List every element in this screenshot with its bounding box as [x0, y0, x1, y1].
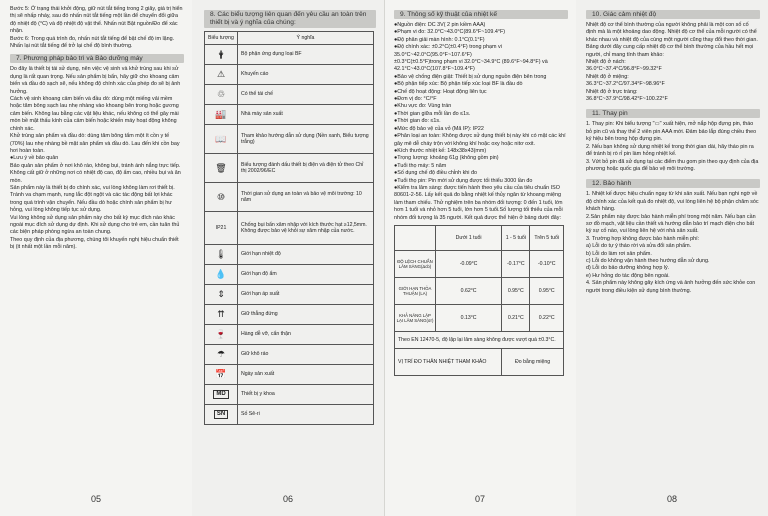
- fragile-icon: 🍷: [215, 329, 227, 340]
- page-number: 05: [90, 494, 101, 504]
- paragraph: 36.0°C~37.4°C/96.8°F~99.32°F: [586, 66, 662, 73]
- table-row: [205, 183, 374, 212]
- table-row: [205, 85, 374, 105]
- symbol-meaning: Biểu tượng đánh dấu thiết bị điện và điện tử theo Chỉ thị 2002/96/EC: [238, 154, 374, 183]
- table-cell: -0.09°C: [436, 250, 502, 277]
- warranty-text: [586, 191, 760, 295]
- symbol-meaning: Bộ phận ứng dụng loại BF: [238, 45, 374, 65]
- spec-item: ●Độ phân giải màn hình: 0.1°C(0.1°F): [394, 36, 485, 43]
- spec-item: ●Mức độ bảo vệ của vỏ (Mã IP): IP22: [394, 125, 484, 132]
- spec-item: ●Số dụng chế độ điều chỉnh khi đo: [394, 170, 477, 177]
- symbol-meaning: Giới hạn áp suất: [238, 285, 374, 305]
- weee-bin-icon: 🗑: [215, 162, 227, 173]
- symbol-meaning: Giới hạn độ ẩm: [238, 265, 374, 285]
- paragraph: 3. Vứt bỏ pin đã sử dụng tại các điểm thu gom pin theo quy định của địa phương hoặc quốc gia để bảo vệ môi trường.: [586, 158, 759, 172]
- ip21-icon: IP21: [215, 224, 227, 231]
- table-row: [205, 212, 374, 245]
- symbol-meaning: Chống bụi bẩn xâm nhập với kích thước hạt ≥12,5mm. Không được bảo vệ khỏi sự xâm nhập của nước.: [238, 212, 374, 245]
- table-row: [205, 125, 374, 154]
- paragraph: Bảo quản sản phẩm ở nơi khô ráo, không bụi, tránh ánh nắng trực tiếp. Không cất giữ ở những nơi có nhiệt độ cao, độ ẩm cao, nhiều bụi và ăn mòn.: [10, 162, 181, 184]
- section-heading: 10. Giác cảm nhiệt độ: [586, 10, 760, 19]
- spec-item: ●Tuổi thọ máy: 5 năm: [394, 162, 447, 169]
- clinical-table: [394, 225, 564, 376]
- spec-item: ●Thời gian giữa mỗi lần đo ≤1s.: [394, 110, 471, 117]
- intro-paragraph: Bước 6: Trong quá trình đo, nhấn nút tắt tiếng để bật chế độ im lặng. Nhấn lại nút tắt tiếng để trở lại chế độ bình thường.: [10, 35, 175, 50]
- symbol-meaning: Giữ thẳng đứng: [238, 305, 374, 325]
- symbol-meaning: Khuyến cáo: [238, 65, 374, 85]
- temperature-limit-icon: 🌡: [215, 249, 227, 260]
- reference-value: Đo bằng miệng: [502, 348, 564, 375]
- paragraph: Do đây là thiết bị tái sử dụng, nên việc vệ sinh và khử trùng sau khi sử dụng là rất quan trọng. Nếu sản phẩm bị bẩn, hãy giữ cho khoang cảm biến và đầu dò sạch sẽ, nếu không độ chính xác của phép đo sẽ bị ảnh hưởng.: [10, 66, 181, 95]
- table-row: [205, 154, 374, 183]
- battery-text: [586, 121, 760, 173]
- paragraph: Sản phẩm này là thiết bị đo chính xác, vui lòng không làm rơi thiết bị. Tránh va chạm mạnh, rung lắc đột ngột và các tác động bất lợi khác trong quá trình vận chuyển. Nếu đầu dò hoặc chính sản phẩm bị hư hỏng, vui lòng không tiếp tục sử dụng.: [10, 184, 175, 214]
- table-header: Biểu tượng: [205, 32, 238, 45]
- table-cell: 0.21°C: [502, 304, 530, 331]
- spec-item: ●Trọng lượng: khoảng 61g (không gồm pin): [394, 155, 499, 162]
- paragraph: Nhiệt độ ở miệng:: [586, 73, 629, 80]
- table-cell: -0.17°C: [502, 250, 530, 277]
- paragraph: c) Lỗi do không vận hành theo hướng dẫn sử dụng.: [586, 257, 710, 264]
- page-07: [384, 0, 576, 516]
- page-number: 07: [474, 494, 485, 504]
- bf-type-icon: 🛉: [218, 49, 224, 60]
- spec-list: [394, 22, 568, 222]
- page-06: [192, 0, 384, 516]
- section-heading: 8. Các biểu tượng liên quan đến yêu cầu an toàn trên thiết bị và ý nghĩa của chúng:: [204, 10, 376, 28]
- paragraph: Nhiệt độ ở nách:: [586, 59, 626, 66]
- table-cell: 0.22°C: [530, 304, 564, 331]
- symbol-meaning: Số Sê-ri: [238, 405, 374, 425]
- page-08: [576, 0, 768, 516]
- spec-item: ●Kích thước nhiệt kế: 148x38x43(mm): [394, 147, 487, 154]
- table-row: [205, 305, 374, 325]
- paragraph: 4. Sản phẩm này không gây kích ứng và ảnh hưởng đến sức khỏe con người trong điều kiện sử dụng bình thường.: [586, 280, 756, 294]
- paragraph: Vui lòng không sử dụng sản phẩm này cho bất kỳ mục đích nào khác ngoài mục đích sử dụng dự định. Khi sử dụng cho trẻ em, cần tuân thủ các biện pháp phòng ngừa an toàn chung.: [10, 214, 180, 236]
- paragraph: 1. Thay pin: Khi biểu tượng "▭" xuất hiện, mở nắp hộp đựng pin, tháo bỏ pin cũ và thay thế 2 viên pin AAA mới. Đảm bảo lắp đúng chiều theo ký hiệu bên trong hộp đựng pin.: [586, 121, 757, 143]
- table-header: Dưới 1 tuổi: [436, 225, 502, 250]
- paragraph: Nhiệt độ cơ thể bình thường của người không phải là một con số cố định mà là một khoảng dao động. Nhiệt độ cơ thể của mỗi người có thể khác nhau và nhiệt độ của cùng một người cũng thay đổi theo thời gian. Bảng dưới đây cung cấp nhiệt độ cơ thể bình thường của hầu hết mọi người, chỉ mang tính tham khảo:: [586, 22, 758, 58]
- section-heading: 9. Thông số kỹ thuật của nhiệt kế: [394, 10, 568, 19]
- paragraph: 2.Sản phẩm này được bảo hành miễn phí trong một năm. Nếu bạn cần sơ đồ mạch, vật liệu cần thiết và hướng dẫn bảo trì mạch điện cho bất kỳ sự cố nào, vui lòng liên hệ với nhà sản xuất.: [586, 213, 756, 235]
- warning-icon: ⚠: [216, 69, 226, 80]
- symbol-meaning: Giới hạn nhiệt độ: [238, 245, 374, 265]
- spec-item: ●Đơn vị đo: °C/°F: [394, 96, 437, 103]
- table-row: [205, 405, 374, 425]
- humidity-limit-icon: 💧: [215, 269, 227, 280]
- eco-10-icon: ⑩: [216, 191, 226, 202]
- table-row: [205, 45, 374, 65]
- paragraph: Theo quy định của địa phương, chúng tôi khuyến nghị hiệu chuẩn thiết bị (it nhất một lần mỗi năm).: [10, 236, 179, 251]
- table-row: [205, 365, 374, 385]
- symbol-meaning: Thiết bị y khoa: [238, 385, 374, 405]
- paragraph: ●Lưu ý về bảo quản: [10, 155, 59, 162]
- table-header: Trên 5 tuổi: [530, 225, 564, 250]
- table-row: [205, 105, 374, 125]
- spec-item: ●Tuổi thọ pin: Pin mới sử dụng được tối thiểu 3000 lần đo: [394, 177, 533, 184]
- table-row: [205, 265, 374, 285]
- symbol-meaning: Có thể tái chế: [238, 85, 374, 105]
- paragraph: b) Lỗi do làm rơi sản phẩm.: [586, 250, 652, 257]
- maintenance-text: [10, 66, 184, 251]
- spec-item: ●Phạm vi đo: 32.0°C~43.0°C(89.6°F~109.4°F): [394, 29, 506, 36]
- keep-dry-icon: ☂: [216, 349, 226, 360]
- body-temperature-text: [586, 22, 760, 103]
- spec-item: ●Nguồn điện: DC 3V( 2 pin kiềm AAA): [394, 22, 486, 28]
- upright-icon: ⇈: [217, 309, 225, 320]
- table-row: [205, 345, 374, 365]
- manufacture-date-icon: 📅: [215, 369, 227, 380]
- paragraph: 1. Nhiệt kế được hiệu chuẩn ngay từ khi sản xuất. Nếu bạn nghi ngờ về độ chính xác của kết quả đo nhiệt độ, vui lòng liên hệ bộ phận chăm sóc khách hàng.: [586, 191, 759, 213]
- table-row: [205, 385, 374, 405]
- table-header: 1 - 5 tuổi: [502, 225, 530, 250]
- md-icon: MD: [213, 390, 228, 399]
- spec-item: ●Phân loại an toàn: Không được sử dụng thiết bị này khi có mặt các khí gây mê dễ cháy trộn với không khí hoặc oxy hoặc nitơ oxit.: [394, 133, 566, 147]
- spec-item: ●Bảo vệ chống điện giật: Thiết bị sử dụng nguồn điện bên trong: [394, 73, 547, 80]
- spec-item: ●Kiểm tra lâm sàng: được tiến hành theo yêu cầu của tiêu chuẩn ISO 80601-2-56. Lấy kết quả đo bằng nhiệt kế thủy ngân từ khoang miệng làm tham chiếu. Thử nghiệm trên ba nhóm đối tượng: 0 đến 1 tuổi, lớn hơn 1 tuổi và nhỏ hơn 5 tuổi, lớn hơn 5 tuổi.Số lượng tối thiểu của mỗi nhóm đối tượng là 35 người. Kết quả được thể hiện ở bảng dưới đây:: [394, 184, 563, 221]
- paragraph: 36.8°C~37.9°C/98.42°F~100.22°F: [586, 96, 668, 103]
- table-note: Theo EN 12470-5, độ lặp lại lâm sàng không được vượt quá ±0.3°C.: [395, 331, 564, 348]
- spec-item: ●Khu vực đo: Vùng trán: [394, 103, 452, 110]
- spec-item: ●Chế độ hoạt động: Hoạt động liên tục: [394, 88, 487, 95]
- spec-item: ●Thời gian đo: ≤1s.: [394, 118, 441, 125]
- section-heading: 11. Thay pin: [586, 109, 760, 118]
- table-row: [205, 325, 374, 345]
- paragraph: Khử trùng sản phẩm và đầu dò: dùng tăm bông tẩm một ít cồn y tế (70%) lau nhẹ nhàng bề mặt sản phẩm và đầu dò. Lau đến khi cồn bay hơi hoàn toàn.: [10, 133, 180, 154]
- table-row: [205, 245, 374, 265]
- paragraph: a) Lỗi do tự ý tháo rời và sửa đổi sản phẩm.: [586, 243, 692, 250]
- sn-icon: SN: [214, 410, 228, 419]
- row-label: GIỚI HẠN THỎA THUẬN (LA): [395, 277, 436, 304]
- symbol-meaning: Giữ khô ráo: [238, 345, 374, 365]
- manual-icon: 📖: [215, 133, 227, 144]
- reference-label: VỊ TRÍ ĐO THÂN NHIỆT THAM KHẢO: [395, 348, 502, 375]
- spec-item: ±0.3°C(±0.5°F)trong phạm vi 32.0°C~34.9°C (89.6°F~94.8°F) và 42.1°C~43.0°C(107.8°F~109.4°F): [394, 59, 548, 73]
- paragraph: e) Hư hỏng do tác động bên ngoài.: [586, 272, 670, 279]
- table-cell: 0.95°C: [502, 277, 530, 304]
- page-05: [0, 0, 192, 516]
- spec-item: ●Bộ phận tiếp xúc: Bộ phận tiếp xúc loại BF là đầu dò: [394, 81, 523, 88]
- row-label: ĐỘ LỆCH CHUẨN LÂM SÀNG(Δcb): [395, 250, 436, 277]
- spec-item: ●Độ chính xác: ±0.2°C(±0.4°F) trong phạm vi 35.0°C~42.0°C(95.0°F~107.6°F): [394, 44, 502, 58]
- row-label: KHẢ NĂNG LẶP LẠI LÂM SÀNG(σr): [395, 304, 436, 331]
- manufacturer-icon: 🏭: [215, 109, 227, 120]
- page-number: 08: [666, 494, 677, 504]
- paragraph: Nhiệt độ ở trực tràng:: [586, 88, 638, 95]
- table-corner: [395, 225, 436, 250]
- table-row: [205, 285, 374, 305]
- table-cell: 0.13°C: [436, 304, 502, 331]
- recycle-icon: ♲: [216, 89, 226, 100]
- table-cell: 0.62°C: [436, 277, 502, 304]
- symbol-meaning: Tham khảo hướng dẫn sử dụng (Nền xanh, Biểu tượng trắng): [238, 125, 374, 154]
- table-cell: -0.10°C: [530, 250, 564, 277]
- symbol-meaning: Hàng dễ vỡ, cẩn thận: [238, 325, 374, 345]
- table-row: [205, 65, 374, 85]
- paragraph: 36.3°C~37.2°C/97.34°F~98.96°F: [586, 81, 665, 88]
- intro-paragraph: Bước 5: Ở trạng thái khởi động, giữ nút tắt tiếng trong 2 giây, giá trị hiển thị sẽ nhấp nháy, sau đó nhấn nút tắt tiếng một lần để chuyển đổi giữa độ nhiệt độ (°C) và độ nhiệt độ vật thể. Nhấn nút Bật nguồn/Đo để xác nhận.: [10, 6, 183, 35]
- section-heading: 7. Phương pháp bảo trì và Bảo dưỡng máy: [10, 54, 184, 63]
- symbol-meaning: Ngày sản xuất: [238, 365, 374, 385]
- section-heading: 12. Bảo hành: [586, 179, 760, 188]
- paragraph: 2. Nếu bạn không sử dụng nhiệt kế trong thời gian dài, hãy tháo pin ra để tránh bị rò rỉ pin làm hỏng nhiệt kế.: [586, 143, 754, 158]
- symbol-table: [204, 31, 374, 425]
- paragraph: 3. Trường hợp không được bảo hành miễn phí:: [586, 235, 700, 242]
- table-cell: 0.95°C: [530, 277, 564, 304]
- table-header: Ý nghĩa: [238, 32, 374, 45]
- symbol-meaning: Thời gian sử dụng an toàn và bảo vệ môi trường: 10 năm: [238, 183, 374, 212]
- paragraph: Cách vệ sinh khoang cảm biến và đầu dò: dùng một miếng vải mềm hoặc tăm bông sạch lau nhẹ nhàng vào khoang bên trong hoặc gương cảm biến. Không lau bằng các vật liệu khác, nếu không có thể gây mài mòn bề mặt thấu kính của cảm biến hoặc khiến máy hoạt động không chính xác.: [10, 96, 179, 132]
- page-number: 06: [282, 494, 293, 504]
- pressure-limit-icon: ⇕: [217, 289, 225, 300]
- symbol-meaning: Nhà máy sản xuất: [238, 105, 374, 125]
- paragraph: d) Lỗi do bảo dưỡng không hợp lý.: [586, 265, 670, 272]
